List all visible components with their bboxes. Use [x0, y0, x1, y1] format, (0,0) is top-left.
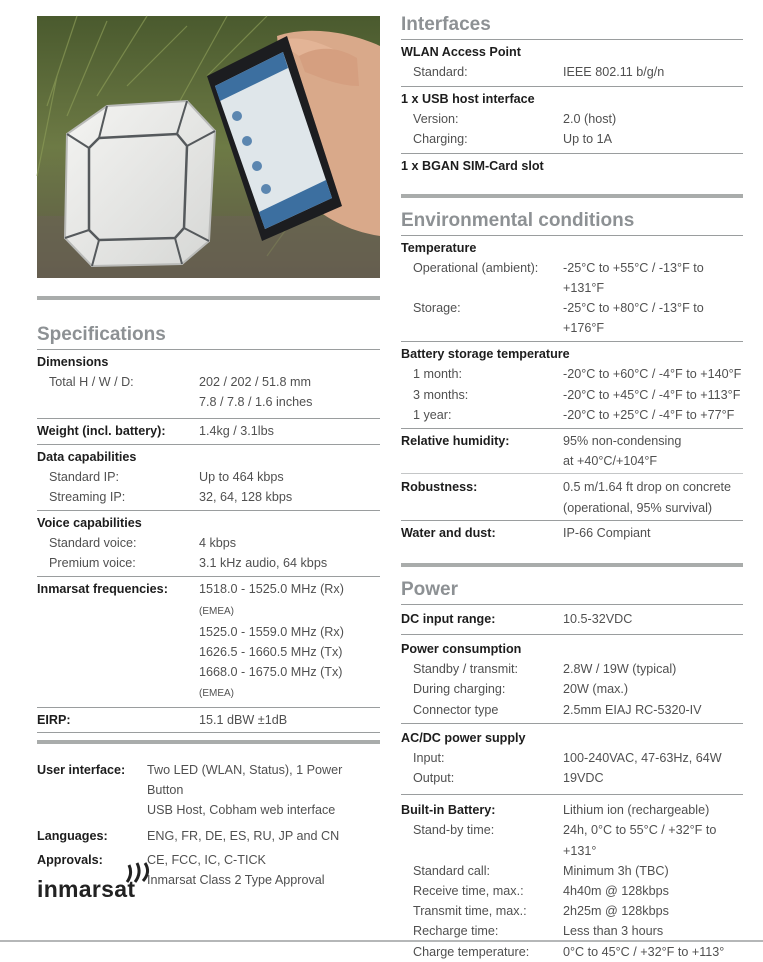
- battery-row: [401, 942, 743, 962]
- battery-storage-row: [401, 385, 743, 405]
- frequency-row: [37, 662, 380, 704]
- battery-storage-value: -20°C to +60°C / -4°F to +140°F: [563, 367, 742, 382]
- sim-heading: 1 x BGAN SIM-Card slot: [401, 158, 544, 173]
- dimensions-value-mm: 202 / 202 / 51.8 mm: [199, 375, 312, 389]
- usb-label: Version:: [413, 112, 459, 127]
- dimensions-row-in: [37, 392, 380, 412]
- battery-detail-value: 4h40m @ 128kbps: [563, 884, 669, 899]
- battery-detail-label: Standard call:: [413, 863, 491, 878]
- battery-detail-value: 0°C to 45°C / +32°F to +113°: [563, 944, 725, 959]
- dimensions-heading: Dimensions: [37, 355, 109, 369]
- eirp-label: EIRP:: [37, 712, 71, 727]
- battery-row: [401, 901, 743, 921]
- battery-storage-label: 3 months:: [413, 387, 469, 402]
- consumption-row: [401, 659, 743, 679]
- acdc-row: [401, 768, 743, 788]
- battery-detail-label: Receive time, max.:: [413, 884, 524, 899]
- acdc-value: 19VDC: [563, 771, 604, 786]
- battery-row: [401, 881, 743, 901]
- weight-value: 1.4kg / 3.1lbs: [199, 424, 274, 439]
- temperature-heading: Temperature: [401, 240, 477, 255]
- wlan-label: Standard:: [413, 65, 468, 79]
- water-dust-row: [401, 521, 743, 545]
- battery-detail-label: Charge temperature:: [413, 944, 530, 959]
- usb-value: 2.0 (host): [563, 112, 617, 127]
- frequency-row: [37, 622, 380, 642]
- spacer: [37, 800, 147, 820]
- frequency-row: [37, 577, 380, 621]
- right-column: [401, 10, 743, 962]
- languages-label: Languages:: [37, 829, 108, 844]
- battery-detail-value: Less than 3 hours: [563, 924, 664, 939]
- spacer: [37, 392, 199, 412]
- user-interface-value: USB Host, Cobham web interface: [147, 803, 336, 818]
- interfaces-title: Interfaces: [401, 14, 491, 35]
- acdc-heading: AC/DC power supply: [401, 730, 526, 745]
- temperature-value: -25°C to +55°C / -13°F to +131°F: [563, 260, 704, 295]
- approvals-value: Inmarsat Class 2 Type Approval: [147, 872, 325, 887]
- voice-label: Standard voice:: [49, 536, 137, 551]
- user-interface-label: User interface:: [37, 762, 126, 777]
- robustness-value: 0.5 m/1.64 ft drop on concrete: [563, 480, 732, 495]
- frequency-value: 1518.0 - 1525.0 MHz (Rx): [199, 582, 344, 597]
- temperature-label: Storage:: [413, 301, 461, 316]
- section-divider: [37, 740, 380, 744]
- battery-storage-value: -20°C to +45°C / -4°F to +113°F: [563, 387, 741, 402]
- humidity-label: Relative humidity:: [401, 434, 510, 449]
- voice-value: 4 kbps: [199, 536, 237, 551]
- specifications-title: Specifications: [37, 324, 166, 345]
- battery-row: [401, 921, 743, 941]
- languages-row: [37, 826, 380, 846]
- region-note: (EMEA): [199, 605, 234, 617]
- dimensions-value-in: 7.8 / 7.8 / 1.6 inches: [199, 395, 313, 410]
- voice-value: 3.1 kHz audio, 64 kbps: [199, 556, 328, 571]
- robustness-label: Robustness:: [401, 480, 478, 495]
- frequency-value: 1525.0 - 1559.0 MHz (Rx): [199, 624, 344, 639]
- data-value: Up to 464 kbps: [199, 469, 284, 484]
- battery-detail-value: 24h, 0°C to 55°C / +32°F to +131°: [563, 823, 717, 858]
- frequencies-label: Inmarsat frequencies:: [37, 582, 168, 597]
- temperature-label: Operational (ambient):: [413, 260, 539, 275]
- robustness-row: [401, 498, 743, 518]
- wlan-row: [401, 62, 743, 82]
- wlan-value: IEEE 802.11 b/g/n: [563, 65, 665, 79]
- group-divider: [37, 732, 380, 733]
- acdc-row: [401, 748, 743, 768]
- left-column: [37, 296, 380, 890]
- humidity-value: at +40°C/+104°F: [563, 454, 658, 469]
- usb-row: [401, 109, 743, 129]
- frequency-value: 1626.5 - 1660.5 MHz (Tx): [199, 645, 343, 660]
- battery-storage-label: 1 month:: [413, 367, 463, 382]
- dimensions-row: [37, 372, 380, 392]
- battery-detail-value: 2h25m @ 128kbps: [563, 904, 669, 919]
- spacer: [37, 622, 199, 642]
- battery-storage-row: [401, 405, 743, 425]
- battery-row: [401, 795, 743, 820]
- usb-heading: 1 x USB host interface: [401, 92, 535, 107]
- usb-value: Up to 1A: [563, 132, 613, 147]
- humidity-row: [401, 451, 743, 471]
- consumption-label: Connector type: [413, 702, 499, 717]
- voice-row: [37, 533, 380, 553]
- spacer: [401, 451, 563, 471]
- humidity-row: [401, 429, 743, 451]
- consumption-row: [401, 700, 743, 720]
- acdc-label: Input:: [413, 750, 445, 765]
- wlan-heading: WLAN Access Point: [401, 45, 521, 59]
- consumption-label: During charging:: [413, 682, 506, 697]
- water-dust-label: Water and dust:: [401, 525, 496, 540]
- data-row: [37, 467, 380, 487]
- frequency-value: 1668.0 - 1675.0 MHz (Tx): [199, 665, 343, 680]
- data-capabilities-heading: Data capabilities: [37, 449, 137, 464]
- approvals-value: CE, FCC, IC, C-TICK: [147, 852, 266, 867]
- consumption-value: 20W (max.): [563, 682, 629, 697]
- battery-storage-heading: Battery storage temperature: [401, 347, 570, 362]
- spacer: [401, 498, 563, 518]
- battery-row: [401, 861, 743, 881]
- eirp-row: [37, 708, 380, 732]
- usb-row: [401, 129, 743, 149]
- power-title: Power: [401, 579, 459, 601]
- temperature-row: [401, 298, 743, 338]
- battery-storage-value: -20°C to +25°C / -4°F to +77°F: [563, 407, 735, 422]
- robustness-value: (operational, 95% survival): [563, 500, 713, 515]
- battery-label: Built-in Battery:: [401, 803, 496, 818]
- dc-input-value: 10.5-32VDC: [563, 612, 633, 627]
- dc-input-row: [401, 605, 743, 632]
- data-label: Streaming IP:: [49, 489, 126, 504]
- voice-capabilities-heading: Voice capabilities: [37, 516, 142, 531]
- voice-label: Premium voice:: [49, 556, 136, 571]
- footer-divider: [0, 940, 763, 942]
- product-photo: [37, 16, 380, 278]
- data-value: 32, 64, 128 kbps: [199, 489, 293, 504]
- battery-value: Lithium ion (rechargeable): [563, 803, 710, 818]
- acdc-value: 100-240VAC, 47-63Hz, 64W: [563, 750, 722, 765]
- acdc-label: Output:: [413, 771, 455, 786]
- water-dust-value: IP-66 Compiant: [563, 525, 651, 540]
- consumption-label: Standby / transmit:: [413, 662, 518, 677]
- approvals-label: Approvals:: [37, 852, 103, 867]
- data-label: Standard IP:: [49, 469, 120, 484]
- region-note: (EMEA): [199, 688, 234, 700]
- battery-storage-row: [401, 364, 743, 384]
- dimensions-label: Total H / W / D:: [49, 375, 134, 389]
- user-interface-value: Two LED (WLAN, Status), 1 Power Button: [147, 762, 343, 798]
- humidity-value: 95% non-condensing: [563, 434, 682, 449]
- battery-detail-label: Recharge time:: [413, 924, 499, 939]
- battery-detail-label: Transmit time, max.:: [413, 904, 527, 919]
- temperature-row: [401, 258, 743, 298]
- temperature-value: -25°C to +80°C / -13°F to +176°F: [563, 301, 704, 336]
- frequency-row: [37, 642, 380, 662]
- consumption-heading: Power consumption: [401, 642, 522, 657]
- spacer: [37, 642, 199, 662]
- logo-text: inmarsat: [37, 876, 136, 902]
- inmarsat-logo: [37, 862, 197, 908]
- battery-detail-label: Stand-by time:: [413, 823, 495, 838]
- languages-value: ENG, FR, DE, ES, RU, JP and CN: [147, 829, 340, 844]
- voice-row: [37, 553, 380, 573]
- consumption-value: 2.5mm EIAJ RC-5320-IV: [563, 702, 702, 717]
- eirp-value: 15.1 dBW ±1dB: [199, 712, 288, 727]
- battery-row: [401, 820, 743, 860]
- user-interface-row: [37, 800, 380, 820]
- usb-label: Charging:: [413, 132, 468, 147]
- spacer: [37, 662, 199, 704]
- dc-input-label: DC input range:: [401, 612, 496, 627]
- weight-label: Weight (incl. battery):: [37, 424, 166, 439]
- consumption-value: 2.8W / 19W (typical): [563, 662, 677, 677]
- data-row: [37, 487, 380, 507]
- environmental-title: Environmental conditions: [401, 209, 635, 231]
- user-interface-row: [37, 760, 380, 800]
- consumption-row: [401, 679, 743, 699]
- weight-row: [37, 419, 380, 443]
- battery-detail-value: Minimum 3h (TBC): [563, 863, 669, 878]
- robustness-row: [401, 474, 743, 497]
- battery-storage-label: 1 year:: [413, 407, 452, 422]
